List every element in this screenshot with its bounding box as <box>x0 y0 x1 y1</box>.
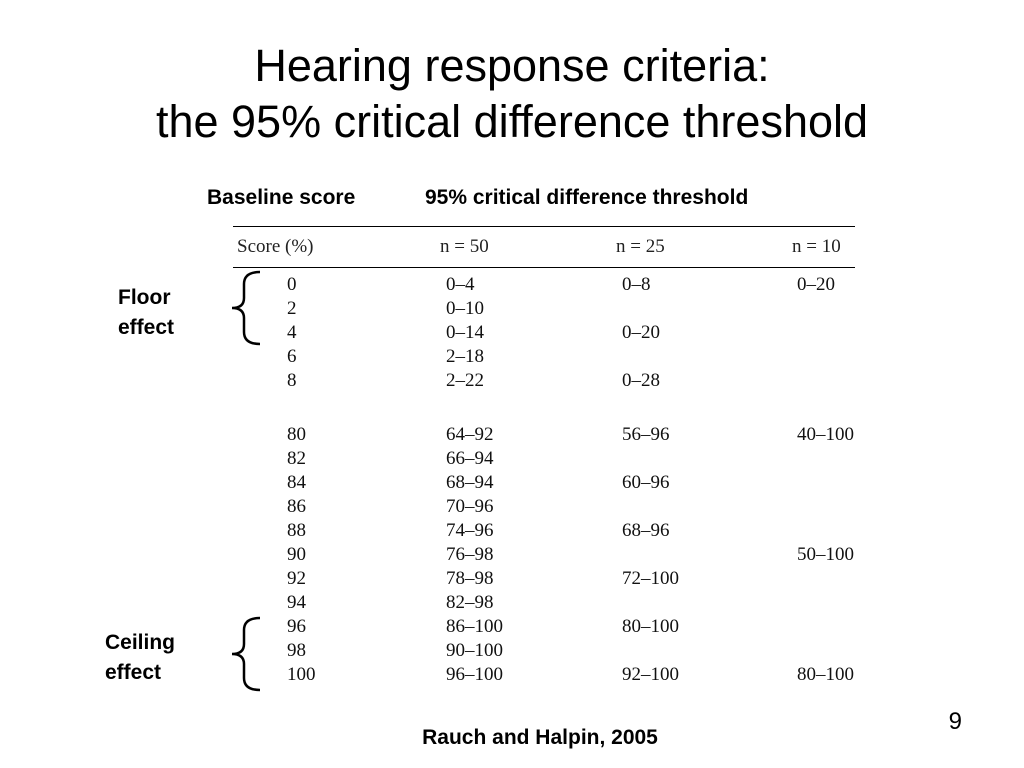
column-header-n50: n = 50 <box>440 236 489 257</box>
cell-score: 94 <box>287 592 306 613</box>
floor-effect-line2: effect <box>118 316 175 339</box>
cell-n50: 86–100 <box>446 616 503 637</box>
cell-n25: 72–100 <box>622 568 679 589</box>
cell-n25: 60–96 <box>622 472 670 493</box>
cell-n25: 68–96 <box>622 520 670 541</box>
cell-n50: 0–10 <box>446 298 484 319</box>
cell-n50: 66–94 <box>446 448 494 469</box>
cell-score: 100 <box>287 664 316 685</box>
slide-title-line2: the 95% critical difference threshold <box>155 96 869 147</box>
cell-n10: 50–100 <box>797 544 854 565</box>
cell-score: 86 <box>287 496 306 517</box>
cell-score: 80 <box>287 424 306 445</box>
cell-n25: 0–28 <box>622 370 660 391</box>
cell-score: 92 <box>287 568 306 589</box>
cell-score: 8 <box>287 370 297 391</box>
cell-n10: 0–20 <box>797 274 835 295</box>
critical-difference-header: 95% critical difference threshold <box>425 186 749 209</box>
cell-score: 96 <box>287 616 306 637</box>
cell-n50: 0–14 <box>446 322 484 343</box>
cell-score: 90 <box>287 544 306 565</box>
cell-score: 2 <box>287 298 297 319</box>
cell-n10: 40–100 <box>797 424 854 445</box>
column-header-score: Score (%) <box>237 236 314 257</box>
cell-n50: 68–94 <box>446 472 494 493</box>
slide-title-line1: Hearing response criteria: <box>254 40 770 91</box>
citation: Rauch and Halpin, 2005 <box>422 726 658 749</box>
cell-n50: 90–100 <box>446 640 503 661</box>
cell-n50: 2–22 <box>446 370 484 391</box>
cell-score: 98 <box>287 640 306 661</box>
ceiling-effect-line1: Ceiling <box>105 631 176 654</box>
cell-score: 4 <box>287 322 297 343</box>
cell-n50: 78–98 <box>446 568 494 589</box>
cell-score: 88 <box>287 520 306 541</box>
cell-n25: 0–8 <box>622 274 651 295</box>
column-header-n10: n = 10 <box>792 236 841 257</box>
baseline-score-header: Baseline score <box>207 186 356 209</box>
cell-score: 6 <box>287 346 297 367</box>
cell-score: 84 <box>287 472 306 493</box>
ceiling-effect-line2: effect <box>105 661 162 684</box>
cell-n50: 2–18 <box>446 346 484 367</box>
floor-effect-line1: Floor <box>118 286 171 309</box>
cell-n25: 56–96 <box>622 424 670 445</box>
cell-n50: 96–100 <box>446 664 503 685</box>
cell-n25: 92–100 <box>622 664 679 685</box>
cell-n10: 80–100 <box>797 664 854 685</box>
cell-n50: 82–98 <box>446 592 494 613</box>
cell-n50: 70–96 <box>446 496 494 517</box>
cell-score: 0 <box>287 274 297 295</box>
cell-n50: 0–4 <box>446 274 475 295</box>
cell-n50: 76–98 <box>446 544 494 565</box>
cell-n50: 64–92 <box>446 424 494 445</box>
page-number: 9 <box>948 708 962 735</box>
cell-n25: 80–100 <box>622 616 679 637</box>
column-header-n25: n = 25 <box>616 236 665 257</box>
cell-score: 82 <box>287 448 306 469</box>
cell-n50: 74–96 <box>446 520 494 541</box>
cell-n25: 0–20 <box>622 322 660 343</box>
